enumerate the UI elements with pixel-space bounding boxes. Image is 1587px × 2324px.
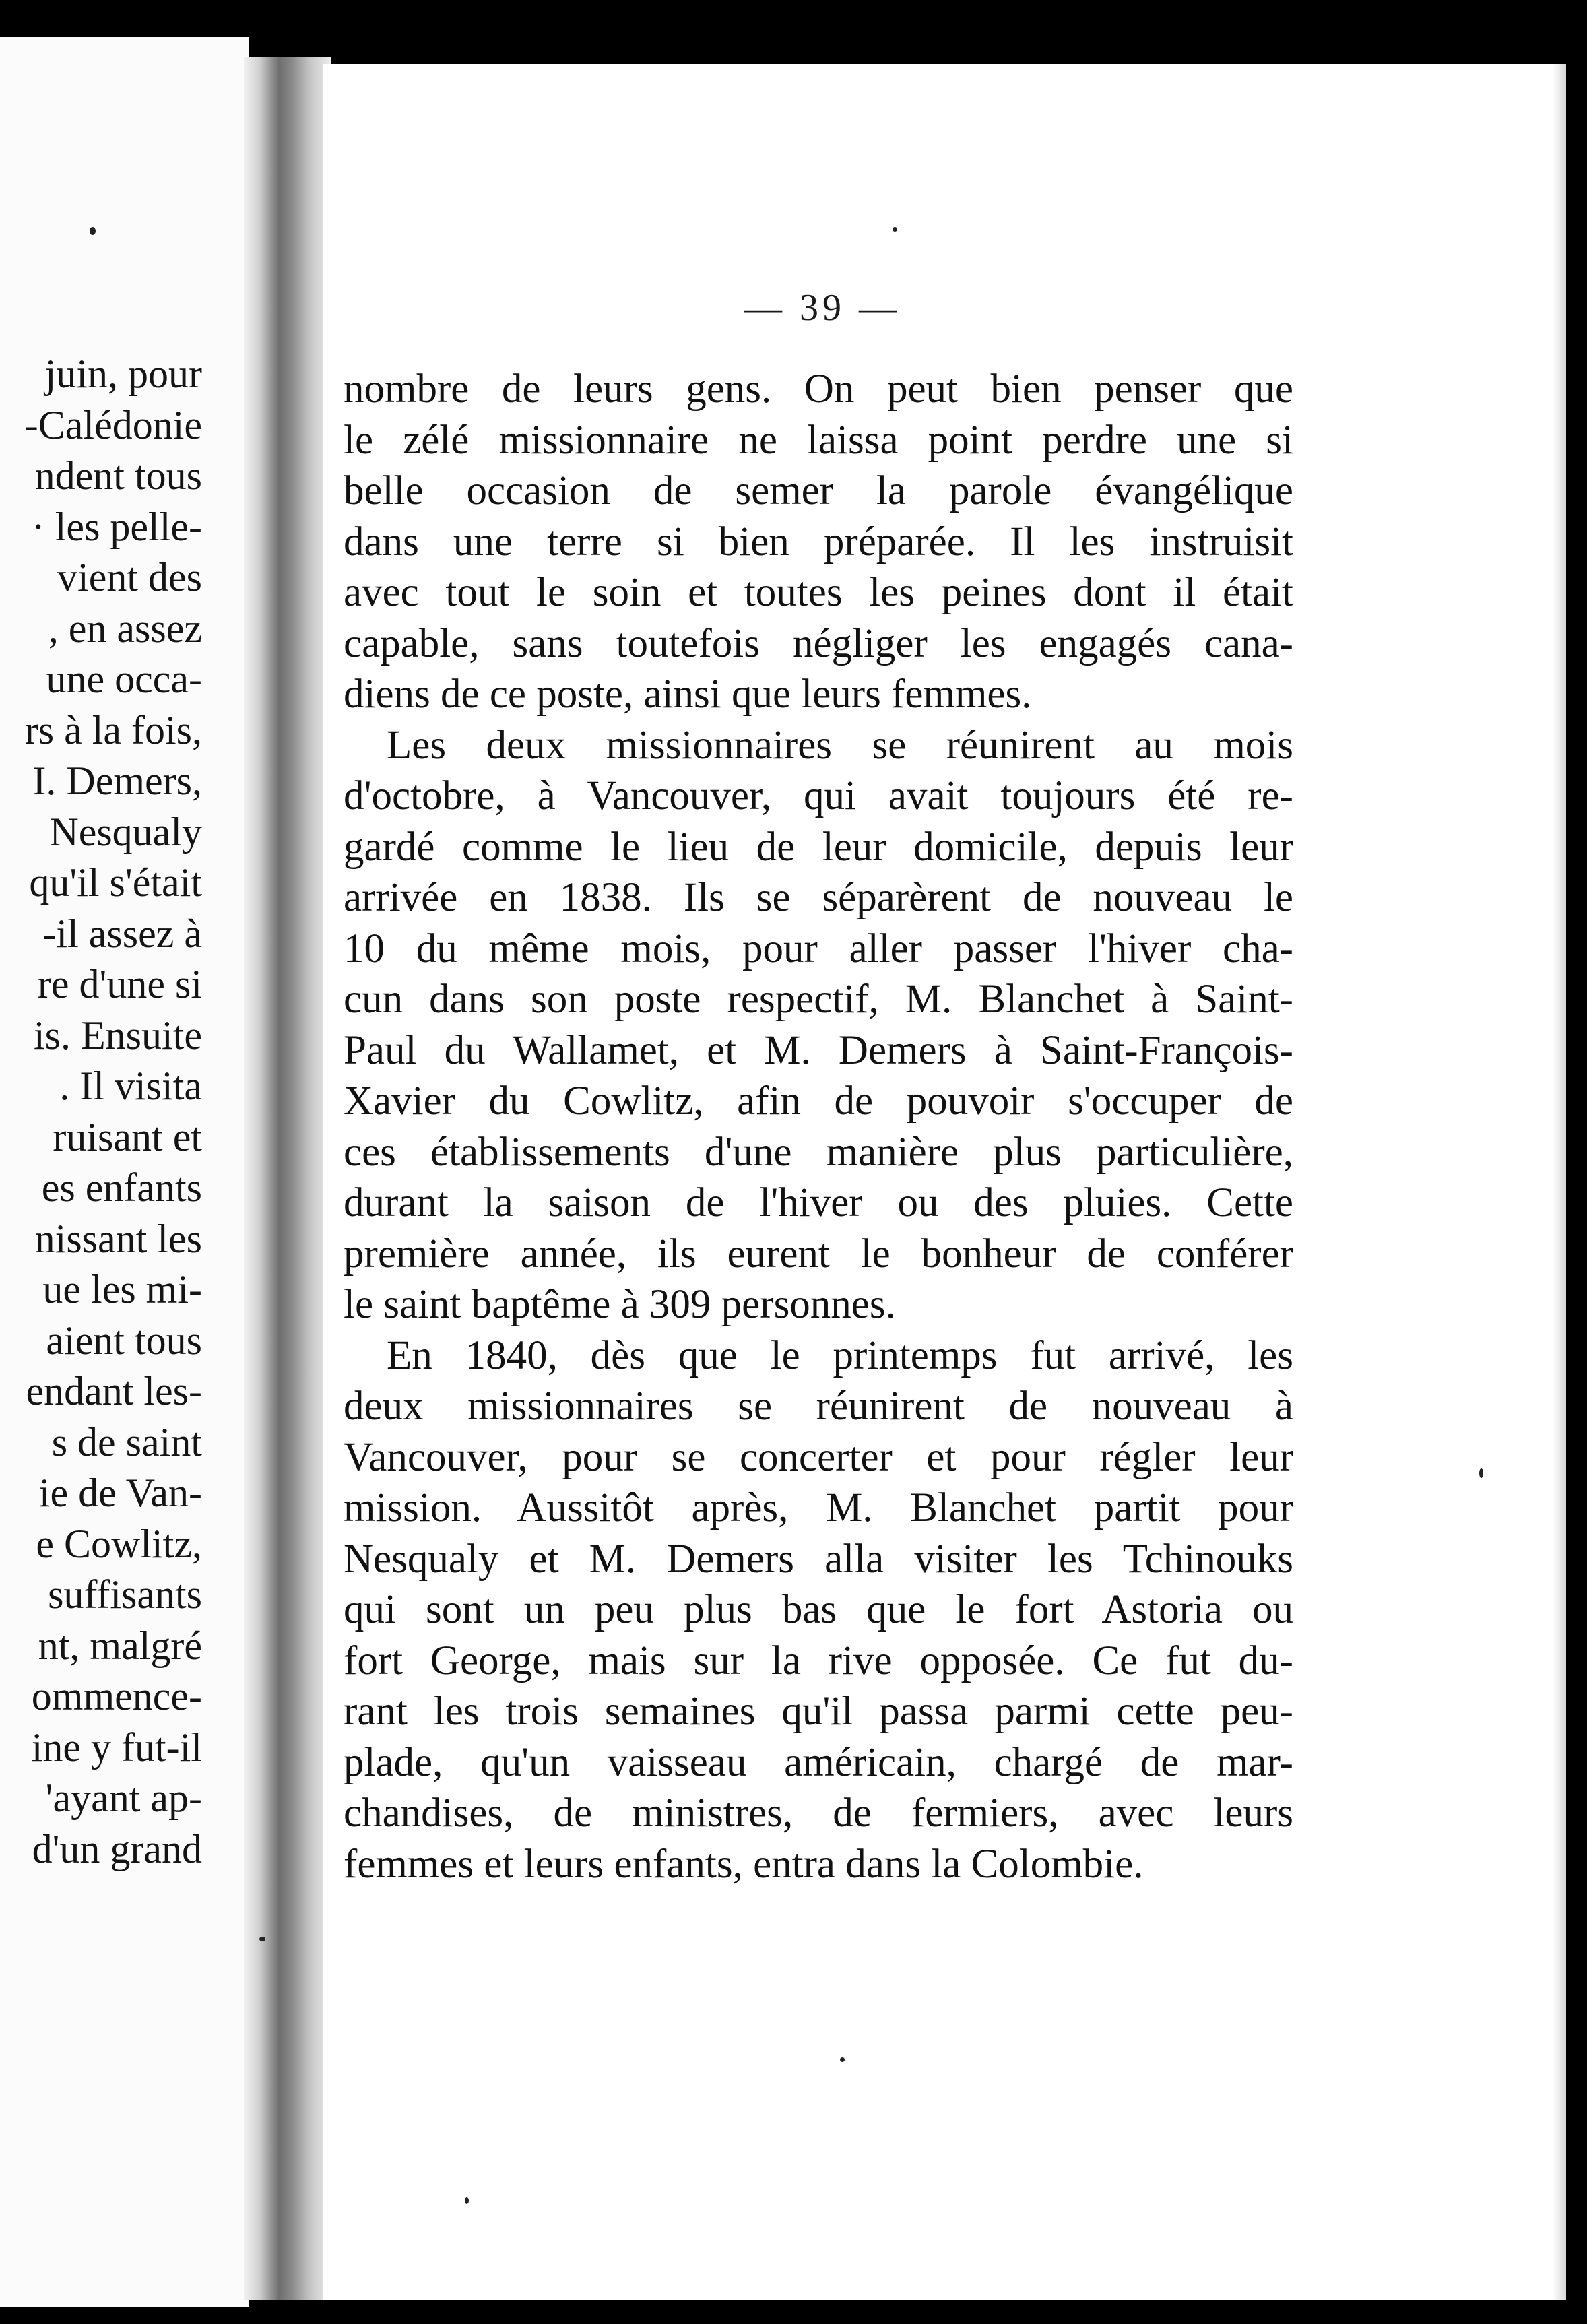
text-line: Xavier du Cowlitz, afin de pouvoir s'occuper de	[344, 1078, 1293, 1124]
left-page-line: une occa-	[46, 657, 202, 701]
text-line: rant les trois semaines qu'il passa parmi cette peu-	[344, 1689, 1293, 1734]
left-page-line: · les pelle-	[31, 504, 202, 549]
text-line: diens de ce poste, ainsi que leurs femmes.	[344, 672, 1032, 717]
left-page-line: rs à la fois,	[24, 707, 202, 752]
text-line: le zélé missionnaire ne laissa point perdre une si	[344, 417, 1293, 463]
left-page-line: , en assez	[48, 606, 202, 651]
text-line: qui sont un peu plus bas que le fort Astoria ou	[344, 1587, 1293, 1632]
left-page-line: e Cowlitz,	[36, 1521, 202, 1566]
text-line: belle occasion de semer la parole évangélique	[344, 468, 1293, 513]
text-line: capable, sans toutefois négliger les engagés cana-	[344, 620, 1293, 666]
left-page-line: qu'il s'était	[29, 860, 202, 905]
scan-speck	[259, 1937, 265, 1941]
left-page-line: aient tous	[46, 1318, 202, 1363]
book-gutter	[244, 57, 331, 2300]
left-facing-page	[0, 37, 249, 2307]
text-line: Vancouver, pour se concerter et pour régler leur	[344, 1434, 1293, 1480]
scan-speck	[1479, 1468, 1483, 1478]
text-line: le saint baptême à 309 personnes.	[344, 1282, 896, 1327]
page-number: — 39 —	[744, 287, 901, 329]
text-line: 10 du même mois, pour aller passer l'hiver cha-	[344, 926, 1293, 971]
left-page-line: I. Demers,	[32, 758, 202, 803]
left-page-line: juin, pour	[44, 352, 202, 396]
left-page-line: 'ayant ap-	[45, 1776, 202, 1820]
text-line: nombre de leurs gens. On peut bien penser que	[344, 366, 1293, 412]
scan-speck	[840, 2057, 845, 2062]
paragraph-3	[344, 1330, 1293, 1890]
left-page-line: ue les mi-	[42, 1267, 202, 1312]
text-line: plade, qu'un vaisseau américain, chargé de mar-	[344, 1739, 1293, 1785]
text-line: première année, ils eurent le bonheur de conférer	[344, 1231, 1293, 1277]
left-page-line: -Calédonie	[24, 402, 202, 447]
left-page-line: s de saint	[51, 1419, 202, 1464]
left-page-line: ine y fut-il	[31, 1724, 202, 1770]
text-line: durant la saison de l'hiver ou des pluies. Cette	[344, 1180, 1293, 1225]
paragraph-1	[344, 364, 1293, 720]
text-line: arrivée en 1838. Ils se séparèrent de nouveau le	[344, 875, 1293, 920]
left-page-line: -il assez à	[42, 911, 202, 956]
text-line: dans une terre si bien préparée. Il les instruisit	[344, 519, 1293, 564]
text-line: Les deux missionnaires se réunirent au mois	[387, 722, 1293, 768]
left-page-line: vient des	[57, 555, 202, 600]
scan-speck	[465, 2197, 469, 2204]
left-page-line: re d'une si	[37, 962, 202, 1006]
page-edge	[1553, 64, 1566, 2300]
text-line: cun dans son poste respectif, M. Blanchet à Saint-	[344, 977, 1293, 1022]
left-page-line: nissant les	[34, 1216, 202, 1261]
text-line: d'octobre, à Vancouver, qui avait toujours été re-	[344, 773, 1293, 818]
scan-speck	[893, 227, 897, 232]
text-line: ces établissements d'une manière plus particulière,	[344, 1129, 1293, 1175]
left-page-line: . Il visita	[59, 1064, 202, 1108]
left-page-line: es enfants	[41, 1165, 202, 1210]
text-line: Paul du Wallamet, et M. Demers à Saint-François-	[344, 1027, 1293, 1073]
left-page-line: is. Ensuite	[34, 1012, 202, 1058]
text-line: mission. Aussitôt après, M. Blanchet partit pour	[344, 1485, 1293, 1530]
text-line: chandises, de ministres, de fermiers, avec leurs	[344, 1790, 1293, 1836]
left-page-line: ommence-	[31, 1674, 202, 1718]
text-line: Nesqualy et M. Demers alla visiter les Tchinouks	[344, 1536, 1293, 1582]
left-page-line: ie de Van-	[38, 1471, 202, 1515]
text-line: gardé comme le lieu de leur domicile, depuis leur	[344, 824, 1293, 870]
left-page-line: suffisants	[48, 1572, 202, 1617]
left-page-line: Nesqualy	[49, 809, 202, 854]
left-page-line: d'un grand	[32, 1826, 202, 1871]
scan-speck	[90, 227, 96, 235]
text-line: deux missionnaires se réunirent de nouveau à	[344, 1384, 1293, 1429]
left-page-line: nt, malgré	[38, 1623, 202, 1668]
left-page-line: ruisant et	[53, 1114, 202, 1159]
left-page-line: endant les-	[26, 1369, 202, 1413]
text-line: fort George, mais sur la rive opposée. Ce fut du-	[344, 1638, 1293, 1683]
text-line: avec tout le soin et toutes les peines dont il était	[344, 570, 1293, 615]
text-line: femmes et leurs enfants, entra dans la Colombie.	[344, 1841, 1144, 1887]
text-line: En 1840, dès que le printemps fut arrivé, les	[387, 1332, 1293, 1378]
body-text	[344, 364, 1293, 1890]
paragraph-2	[344, 720, 1293, 1330]
left-page-line: ndent tous	[34, 453, 202, 498]
